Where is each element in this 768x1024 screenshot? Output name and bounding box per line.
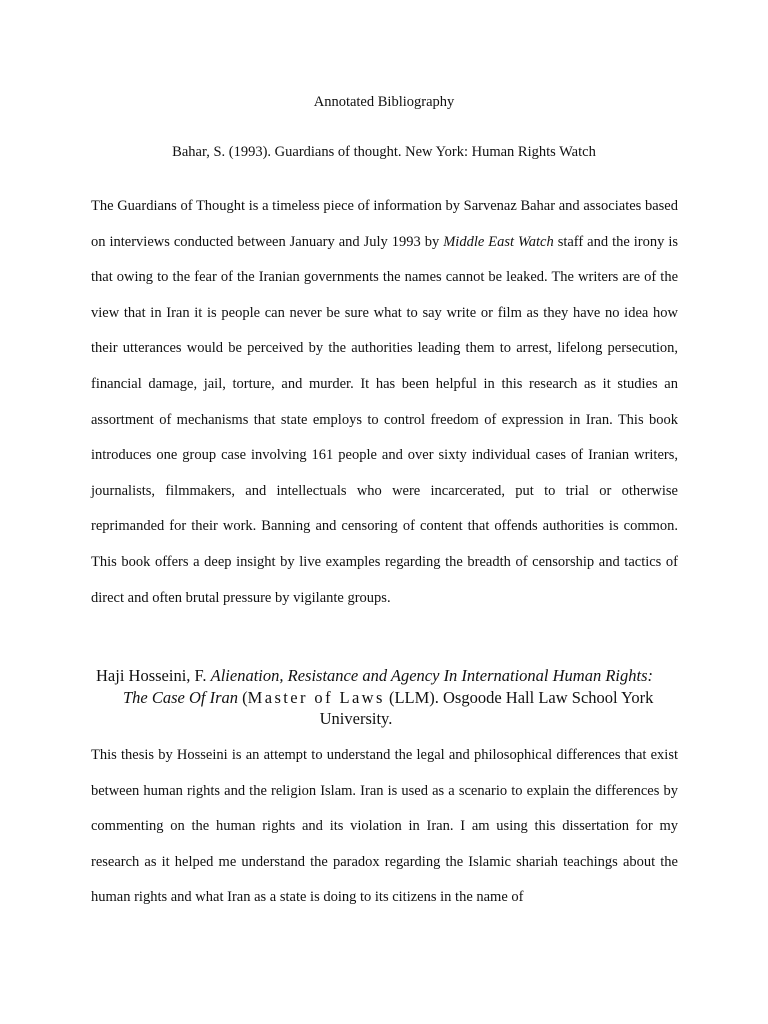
annotation-hosseini: This thesis by Hosseini is an attempt to understand the legal and philosophical differences that exist between human rights and the religion Islam. Iran is used as a scenario to explain the differences by commenting on the human rights and its violation in Iran. I am using this dissertation for my research as it helped me understand the paradox regarding the Islamic shariah teachings about the human rights and what Iran as a state is doing to its citizens in the name of <box>91 747 678 906</box>
citation-hosseini-title-2: The Case Of Iran <box>123 687 239 707</box>
citation-hosseini-author: Haji Hosseini, F. <box>96 666 211 685</box>
document-title: Annotated Bibliography <box>313 94 455 110</box>
citation-hosseini <box>96 665 676 730</box>
annotation-bahar-italic: Middle East Watch <box>443 233 554 250</box>
citation-bahar: Bahar, S. (1993). Guardians of thought. New York: Human Rights Watch <box>172 144 596 160</box>
annotation-bahar-text-b: staff and the irony is that owing to the fear of the Iranian governments the names cannot be leaked. The writers are of the view that in Iran it is people can never be sure what to say write or film as they have no idea how their utterances would be perceived by the authorities leading them to arrest, lifelong persecution, financial damage, jail, torture, and murder. It has been helpful in this research as it studies an assortment of mechanisms that state employs to control freedom of expression in Iran. This book introduces one group case involving 161 people and over sixty individual cases of Iranian writers, journalists, filmmakers, and intellectuals who were incarcerated, put to trial or otherwise reprimanded for their work. Banning and censoring of content that offends authorities is common. This book offers a deep insight by live examples regarding the breadth of censorship and tactics of direct and often brutal pressure by vigilante groups. <box>91 233 678 606</box>
citation-hosseini-line-1 <box>96 665 676 687</box>
annotation-bahar-text-a: The Guardians of Thought is a timeless piece of information by Sarvenaz Bahar and associates based on interviews conducted between January and July 1993 by <box>91 198 678 250</box>
citation-hosseini-university: University. <box>319 709 393 728</box>
citation-hosseini-degree-close: (LLM). Osgoode Hall Law School York <box>384 687 654 707</box>
citation-hosseini-title-1: Alienation, Resistance and Agency In International Human Rights: <box>210 666 654 685</box>
annotation-bahar <box>91 189 678 616</box>
citation-hosseini-line-2 <box>96 687 676 709</box>
citation-hosseini-degree-open: ( <box>238 687 248 707</box>
citation-hosseini-degree: Master of Laws <box>247 687 385 707</box>
